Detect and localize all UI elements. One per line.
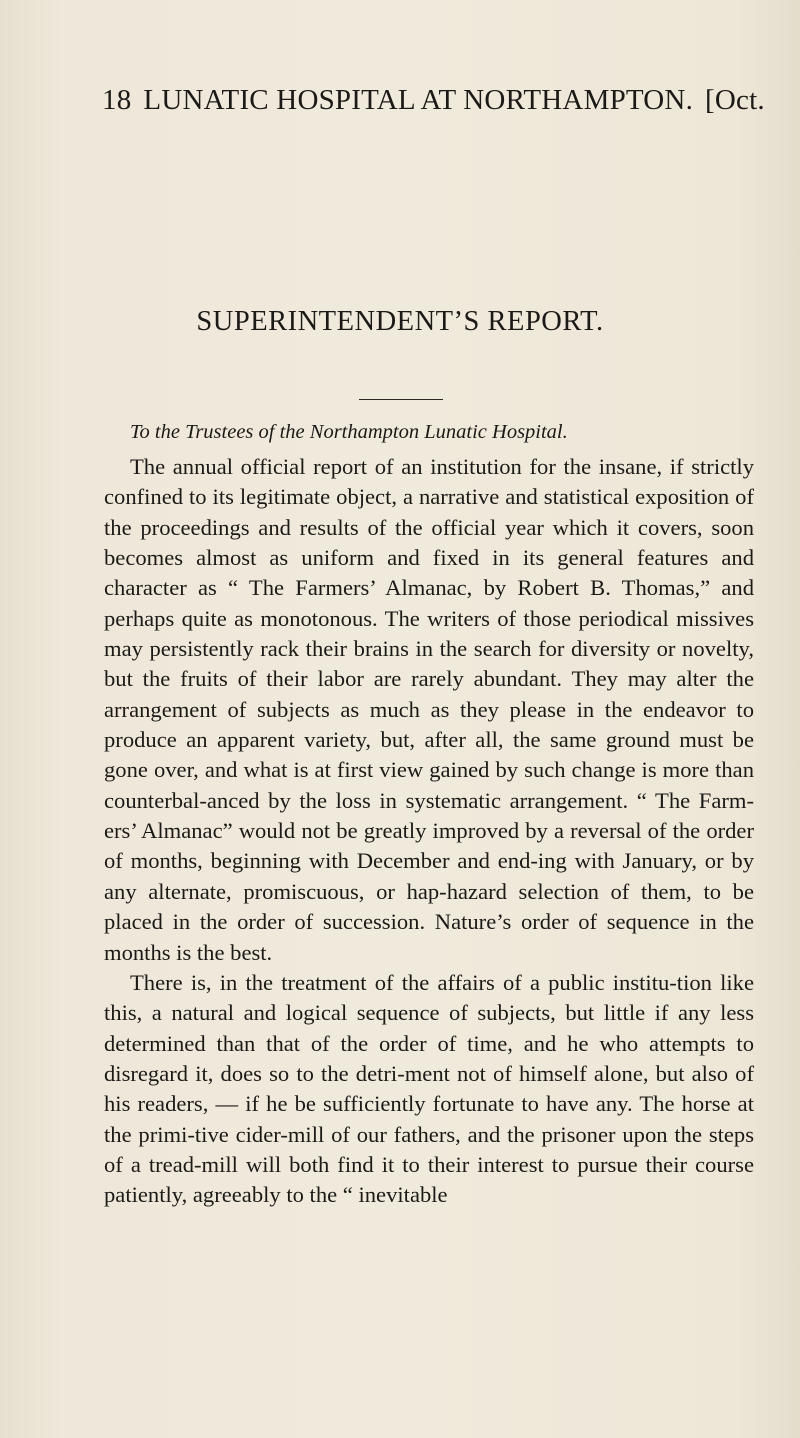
running-head-title: LUNATIC HOSPITAL AT NORTHAMPTON. bbox=[143, 84, 694, 116]
page-number: 18 bbox=[102, 84, 132, 116]
report-heading: SUPERINTENDENT’S REPORT. bbox=[196, 306, 604, 337]
heading-rule bbox=[359, 399, 443, 400]
running-head-date: [Oct. bbox=[705, 84, 765, 116]
body-text bbox=[104, 452, 754, 1211]
paragraph-1: The annual official report of an institution for the insane, if strictly confined to its legitimate object, a narrative and statistical exposition of the proceedings and results of the official year which it covers, soon becomes almost as uniform and fixed in its general features and character as “ The Farmers’ Almanac, by Robert B. Thomas,” and perhaps quite as monotonous. The writers of those periodical missives may persistently rack their brains in the search for diversity or novelty, but the fruits of their labor are rarely abundant. They may alter the arrangement of subjects as much as they please in the endeavor to produce an apparent variety, but, after all, the same ground must be gone over, and what is at first view gained by such change is more than counterbal-anced by the loss in systematic arrangement. “ The Farm-ers’ Almanac” would not be greatly improved by a reversal of the order of months, beginning with December and end-ing with January, or by any alternate, promiscuous, or hap-hazard selection of them, to be placed in the order of succession. Nature’s order of sequence in the months is the best. bbox=[104, 454, 754, 965]
running-head bbox=[102, 84, 765, 117]
report-address: To the Trustees of the Northampton Lunatic Hospital. bbox=[130, 421, 568, 443]
paragraph-2: There is, in the treatment of the affairs of a public institu-tion like this, a natural and logical sequence of subjects, but little if any less determined than that of the order of time, and he who attempts to disregard it, does so to the detri-ment not of himself alone, but also of his readers, — if he be sufficiently fortunate to have any. The horse at the primi-tive cider-mill of our fathers, and the prisoner upon the steps of a tread-mill will both find it to their interest to pursue their course patiently, agreeably to the “ inevitable bbox=[104, 969, 754, 1208]
